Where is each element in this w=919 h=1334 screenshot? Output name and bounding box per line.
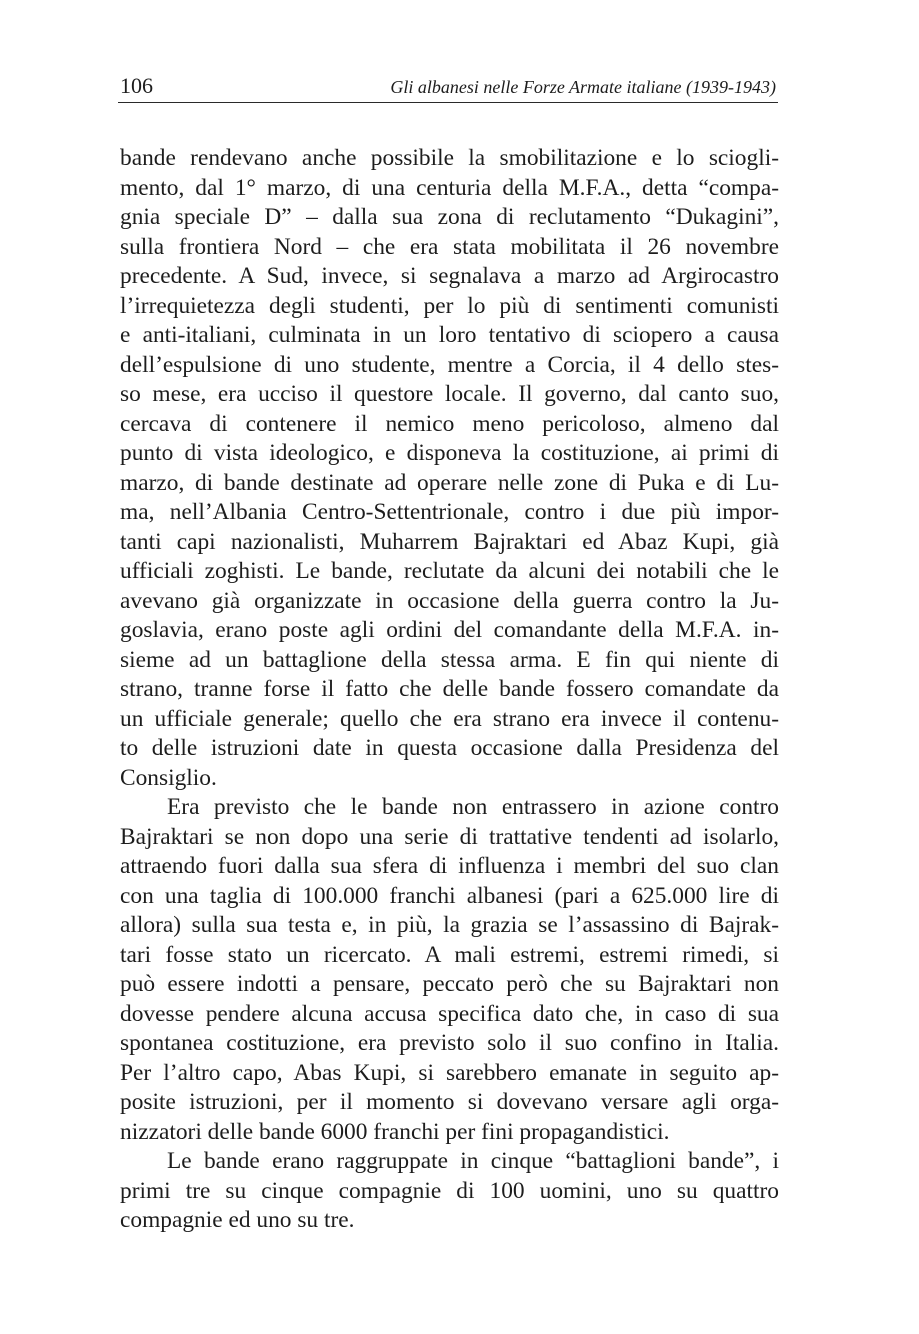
text-line: compagnie ed uno su tre. xyxy=(120,1207,355,1233)
text-line: può essere indotti a pensare, peccato però che su Bajraktari non xyxy=(120,971,779,997)
text-line: l’irrequietezza degli studenti, per lo più di sentimenti comunisti xyxy=(120,292,779,319)
text-line: gnia speciale D” – dalla sua zona di reclutamento “Dukagini”, xyxy=(120,204,779,230)
text-line: cercava di contenere il nemico meno pericoloso, almeno dal xyxy=(120,410,779,437)
page-header xyxy=(118,72,778,103)
text-line: Consiglio. xyxy=(120,764,217,791)
text-line: ma, nell’Albania Centro-Settentrionale, contro i due più impor- xyxy=(120,499,779,525)
text-line: Le bande erano raggruppate in cinque “battaglioni bande”, i xyxy=(167,1148,779,1174)
text-line: spontanea costituzione, era previsto solo il suo confino in Italia. xyxy=(120,1030,779,1056)
text-line: Era previsto che le bande non entrassero in azione contro xyxy=(167,794,779,820)
text-line: posite istruzioni, per il momento si dovevano versare agli orga- xyxy=(120,1089,779,1115)
text-line: punto di vista ideologico, e disponeva la costituzione, ai primi di xyxy=(120,440,779,466)
text-line: so mese, era ucciso il questore locale. Il governo, dal canto suo, xyxy=(120,381,779,407)
text-line: marzo, di bande destinate ad operare nelle zone di Puka e di Lu- xyxy=(120,469,779,496)
text-line: nizzatori delle bande 6000 franchi per fini propagandistici. xyxy=(120,1118,670,1145)
text-line: precedente. A Sud, invece, si segnalava a marzo ad Argirocastro xyxy=(120,263,779,289)
paragraph-3 xyxy=(120,1147,779,1236)
text-line: sieme ad un battaglione della stessa arma. E fin qui niente di xyxy=(120,646,779,673)
text-line: tanti capi nazionalisti, Muharrem Bajraktari ed Abaz Kupi, già xyxy=(120,528,779,555)
paragraph-1 xyxy=(120,144,779,793)
text-line: avevano già organizzate in occasione della guerra contro la Ju- xyxy=(120,587,779,614)
text-line: dovesse pendere alcuna accusa specifica dato che, in caso di sua xyxy=(120,1000,779,1027)
text-line: bande rendevano anche possibile la smobilitazione e lo sciogli- xyxy=(120,145,779,171)
text-line: allora) sulla sua testa e, in più, la grazia se l’assassino di Bajrak- xyxy=(120,912,779,938)
text-line: Bajraktari se non dopo una serie di trattative tendenti ad isolarlo, xyxy=(120,823,779,850)
text-line: to delle istruzioni date in questa occasione dalla Presidenza del xyxy=(120,735,779,761)
text-line: ufficiali zoghisti. Le bande, reclutate da alcuni dei notabili che le xyxy=(120,558,779,584)
text-line: tari fosse stato un ricercato. A mali estremi, estremi rimedi, si xyxy=(120,941,779,968)
text-line: primi tre su cinque compagnie di 100 uomini, uno su quattro xyxy=(120,1177,779,1204)
text-line: attraendo fuori dalla sua sfera di influenza i membri del suo clan xyxy=(120,853,779,879)
text-line: con una taglia di 100.000 franchi albanesi (pari a 625.000 lire di xyxy=(120,882,779,909)
text-line: goslavia, erano poste agli ordini del comandante della M.F.A. in- xyxy=(120,617,779,643)
text-line: dell’espulsione di uno studente, mentre a Corcia, il 4 dello stes- xyxy=(120,351,779,378)
text-line: sulla frontiera Nord – che era stata mobilitata il 26 novembre xyxy=(120,233,779,260)
text-line: strano, tranne forse il fatto che delle bande fossero comandate da xyxy=(120,676,779,702)
text-line: un ufficiale generale; quello che era strano era invece il contenu- xyxy=(120,705,779,732)
page-number: 106 xyxy=(120,73,153,98)
paragraph-2 xyxy=(120,793,779,1147)
body-text xyxy=(120,144,779,1236)
text-line: mento, dal 1° marzo, di una centuria della M.F.A., detta “compa- xyxy=(120,174,779,201)
text-line: e anti-italiani, culminata in un loro tentativo di sciopero a causa xyxy=(120,322,779,348)
text-line: Per l’altro capo, Abas Kupi, si sarebbero emanate in seguito ap- xyxy=(120,1059,779,1086)
running-title: Gli albanesi nelle Forze Armate italiane (1939-1943) xyxy=(390,77,776,97)
